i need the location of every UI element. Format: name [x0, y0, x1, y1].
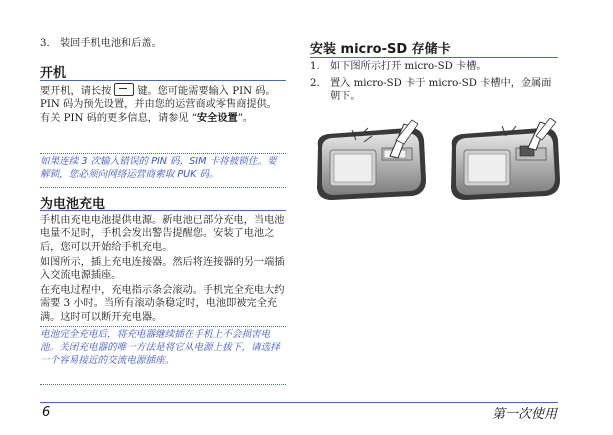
power-on-text-c: ”。: [237, 112, 254, 124]
heading-rule: [40, 210, 286, 211]
footer-rule: [40, 402, 558, 403]
heading-rule: [40, 80, 286, 81]
power-on-text-a: 要开机，请长按: [40, 86, 112, 97]
note-rule-top: [40, 153, 286, 154]
power-on-paragraph: [40, 83, 286, 125]
heading-install-microsd: 安装 micro-SD 存储卡: [310, 42, 451, 57]
step-1-number: 1.: [310, 61, 320, 72]
phone-insert-microsd-illustration: [446, 118, 564, 202]
charge-paragraph-2: 如图所示，插上充电连接器。然后将连接器的另一端插入交流电源插座。: [40, 257, 285, 282]
end-call-key-icon: [114, 83, 134, 96]
step-3: 3. 装回手机电池和后盖。: [40, 38, 162, 49]
security-settings-link: 安全设置: [196, 111, 238, 124]
step-1-text: 如下图所示打开 micro-SD 卡槽。: [330, 61, 487, 72]
charge-paragraph-1: 手机由充电电池提供电源。新电池已部分充电，当电池电量不足时，手机会发出警告提醒您。安装了电池之后，您可以开始给手机充电。: [40, 215, 285, 253]
step-2-number: 2.: [310, 78, 320, 89]
note-rule-bottom: [40, 384, 286, 385]
chapter-title: 第一次使用: [491, 407, 557, 422]
heading-rule: [310, 57, 558, 58]
pin-note: 如果连续 3 次输入错误的 PIN 码，SIM 卡将被锁住。要解锁，您必须向网络运营商索取 PUK 码。: [40, 156, 277, 181]
heading-charge-battery: 为电池充电: [40, 197, 106, 212]
step-2-text: 置入 micro-SD 卡于 micro-SD 卡槽中，金属面朝下。: [330, 78, 552, 103]
phone-open-microsd-slot-illustration: [312, 118, 430, 202]
power-on-text-b: 键。您可能需要输入 PIN 码。PIN 码为预先设置，并由您的运营商或零售商提供。有关 PIN 码的更多信息，请参见 “: [40, 86, 277, 124]
heading-power-on: 开机: [40, 66, 67, 81]
note-rule-bottom: [40, 187, 286, 188]
page-number: 6: [42, 405, 51, 420]
charge-paragraph-3: 在充电过程中，充电指示条会滚动。手机完全充电大约需要 3 小时。当所有滚动条稳定时，电池即被完全充满。这时可以断开充电器。: [40, 285, 285, 323]
charger-note: 电池完全充电后，将充电器继续插在手机上不会损害电池。关闭充电器的唯一方法是将它从电源上拔下，请选择一个容易接近的交流电源插座。: [40, 329, 280, 367]
note-rule-top: [40, 326, 286, 327]
